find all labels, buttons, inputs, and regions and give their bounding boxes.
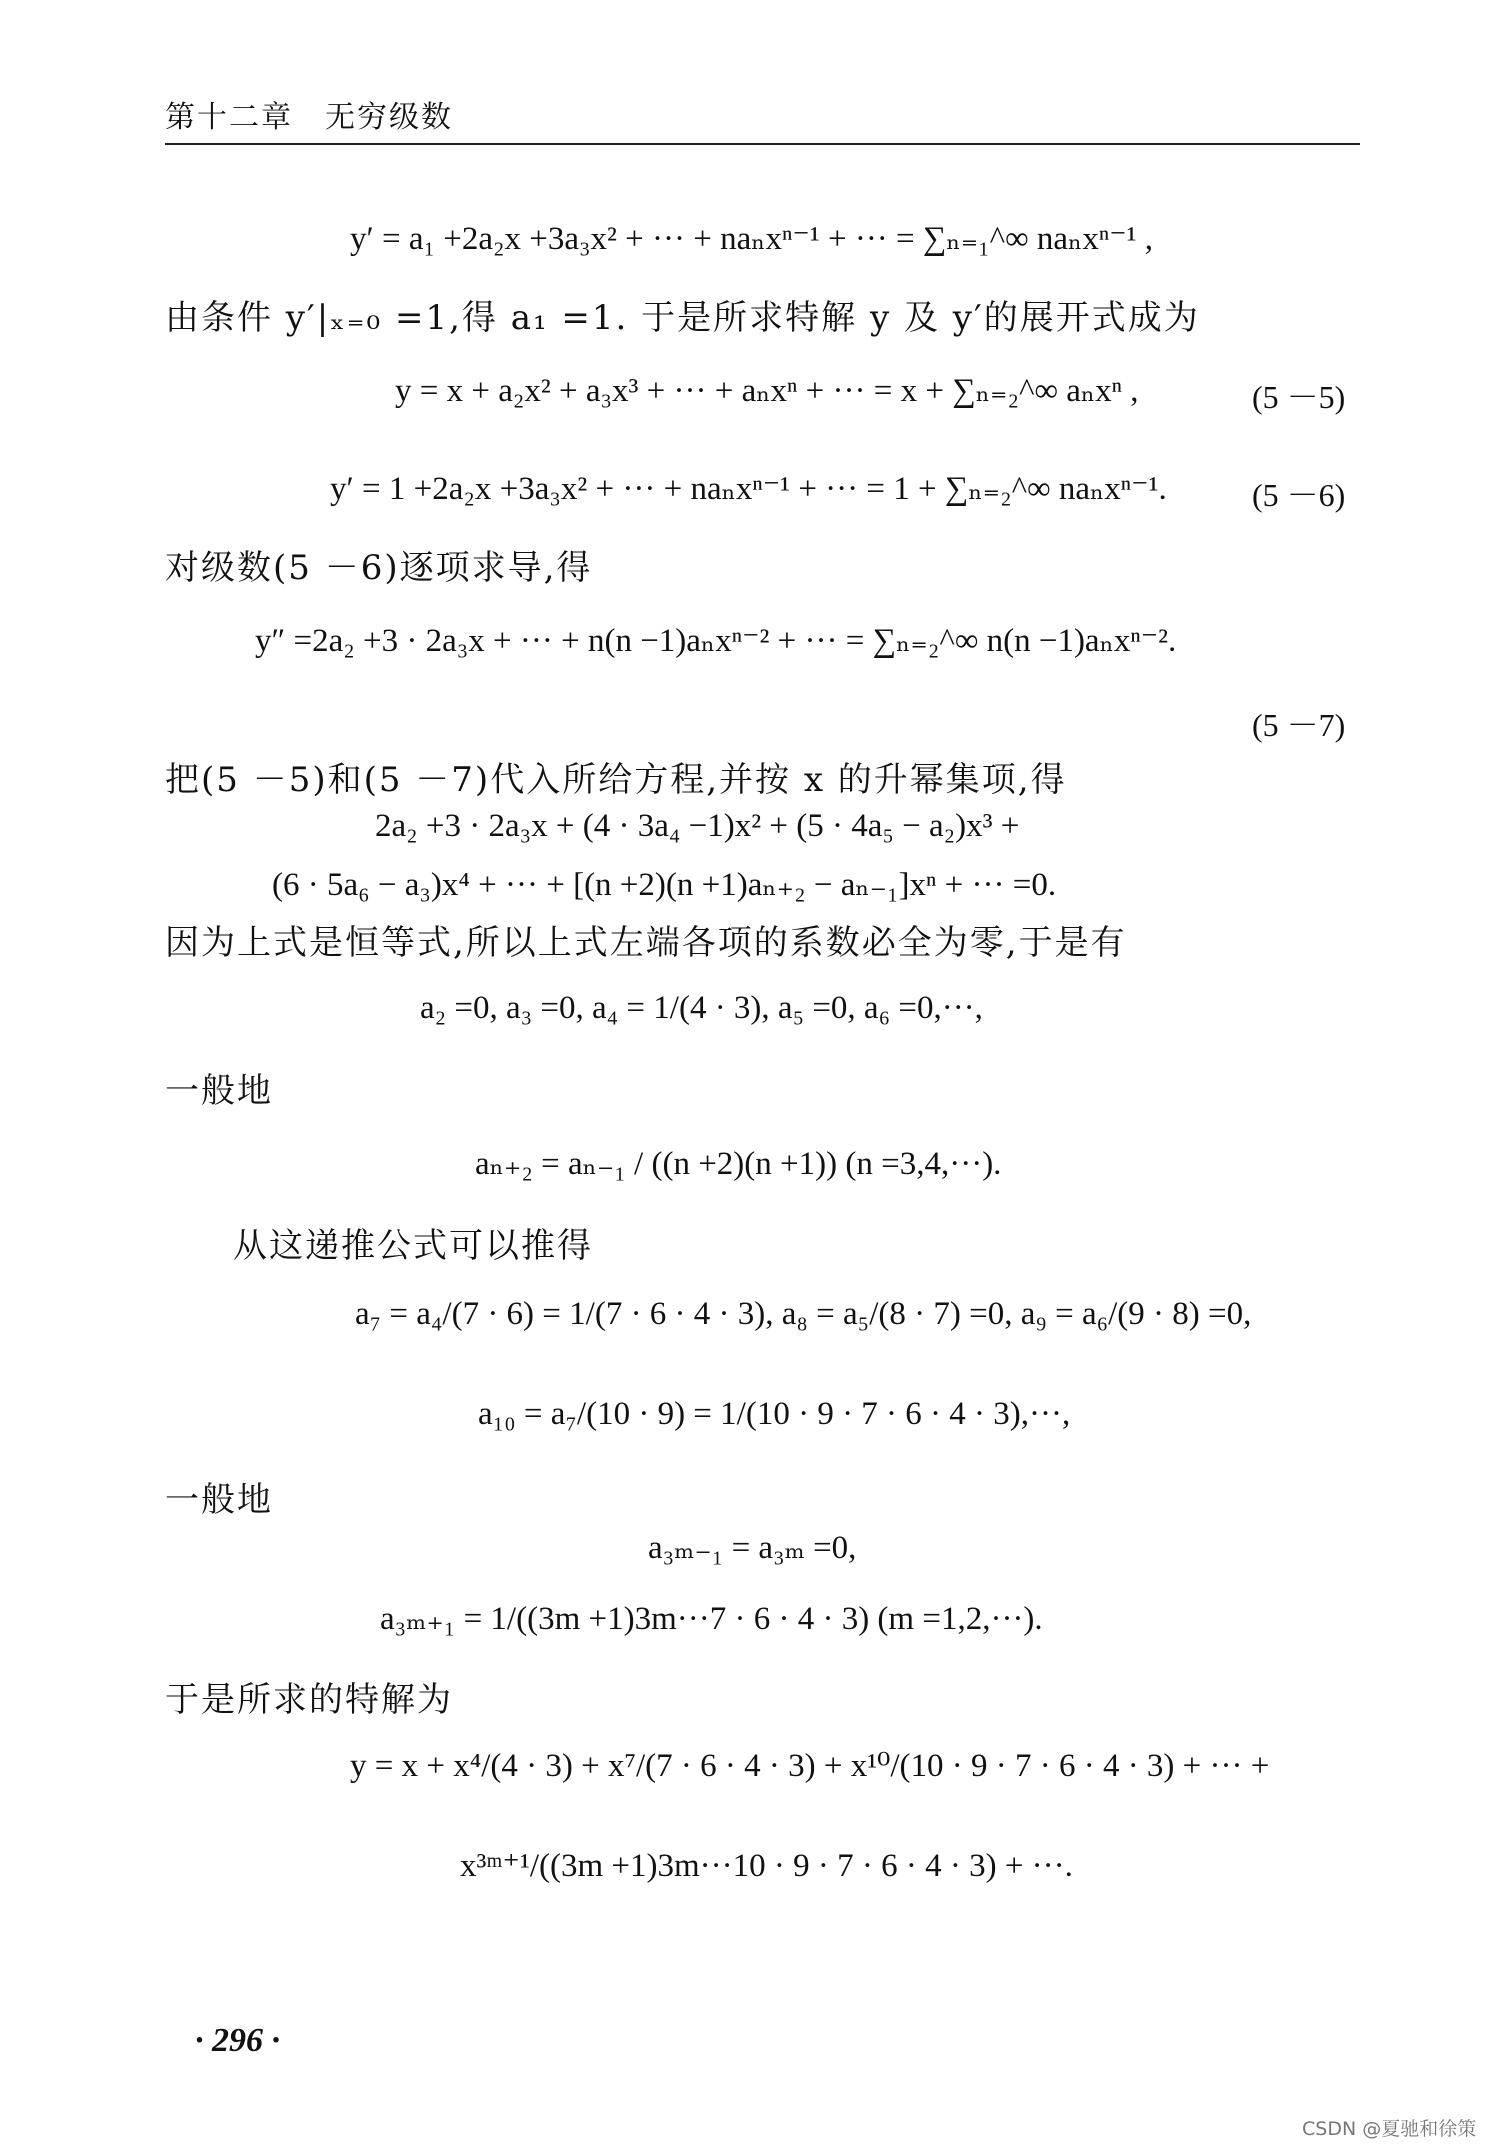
equation-number-5-6: (5 －6) [1252,477,1346,513]
equation-5-6: y′ = 1 +2a₂x +3a₃x² + ··· + naₙxⁿ⁻¹ + ··· = 1 + ∑ₙ₌₂^∞ naₙxⁿ⁻¹. [330,471,1167,507]
equation-number-5-5: (5 －5) [1252,379,1346,415]
paragraph-generally-1: 一般地 [165,1071,273,1111]
header-rule [165,143,1360,145]
equation-collected-line2: (6 · 5a₆ − a₃)x⁴ + ··· + [(n +2)(n +1)aₙ₊₂ − aₙ₋₁]xⁿ + ··· =0. [272,867,1057,903]
equation-recurrence: aₙ₊₂ = aₙ₋₁ / ((n +2)(n +1)) (n =3,4,···). [475,1146,1002,1182]
paragraph-condition: 由条件 y′|ₓ₌₀ =1,得 a₁ =1. 于是所求特解 y 及 y′的展开式成为 [165,298,1200,338]
watermark: CSDN @夏驰和徐策 [1302,2118,1477,2140]
equation-y-prime-series: y′ = a₁ +2a₂x +3a₃x² + ··· + naₙxⁿ⁻¹ + ··· = ∑ₙ₌₁^∞ naₙxⁿ⁻¹ , [350,221,1154,257]
paragraph-recurrence-derive: 从这递推公式可以推得 [233,1226,593,1266]
equation-5-5: y = x + a₂x² + a₃x³ + ··· + aₙxⁿ + ··· = x + ∑ₙ₌₂^∞ aₙxⁿ , [395,373,1139,409]
equation-coefficients: a₂ =0, a₃ =0, a₄ = 1/(4 · 3), a₅ =0, a₆ =0,···, [420,990,983,1026]
equation-a7-a8-a9: a₇ = a₄/(7 · 6) = 1/(7 · 6 · 4 · 3), a₈ = a₅/(8 · 7) =0, a₉ = a₆/(9 · 8) =0, [355,1296,1252,1332]
equation-a10: a₁₀ = a₇/(10 · 9) = 1/(10 · 9 · 7 · 6 · 4 · 3),···, [478,1396,1071,1432]
paragraph-generally-2: 一般地 [165,1480,273,1520]
page-number: · 296 · [195,2022,280,2059]
equation-collected-line1: 2a₂ +3 · 2a₃x + (4 · 3a₄ −1)x² + (5 · 4a₅ − a₂)x³ + [375,808,1020,844]
paragraph-particular-solution: 于是所求的特解为 [165,1680,453,1720]
paragraph-identity: 因为上式是恒等式,所以上式左端各项的系数必全为零,于是有 [165,923,1127,963]
equation-a3m-plus-1: a₃ₘ₊₁ = 1/((3m +1)3m···7 · 6 · 4 · 3) (m =1,2,···). [380,1601,1043,1637]
equation-a3m: a₃ₘ₋₁ = a₃ₘ =0, [648,1530,857,1566]
equation-solution-line2: x³ᵐ⁺¹/((3m +1)3m···10 · 9 · 7 · 6 · 4 · 3) + ···. [460,1848,1073,1884]
chapter-header: 第十二章 无穷级数 [165,100,453,135]
equation-number-5-7: (5 －7) [1252,707,1346,743]
paragraph-differentiate: 对级数(5 －6)逐项求导,得 [165,548,593,588]
paragraph-substitute: 把(5 －5)和(5 －7)代入所给方程,并按 x 的升幂集项,得 [165,760,1067,800]
equation-y-double-prime: y″ =2a₂ +3 · 2a₃x + ··· + n(n −1)aₙxⁿ⁻² + ··· = ∑ₙ₌₂^∞ n(n −1)aₙxⁿ⁻². [255,623,1177,659]
equation-solution-line1: y = x + x⁴/(4 · 3) + x⁷/(7 · 6 · 4 · 3) + x¹⁰/(10 · 9 · 7 · 6 · 4 · 3) + ··· + [350,1748,1270,1784]
